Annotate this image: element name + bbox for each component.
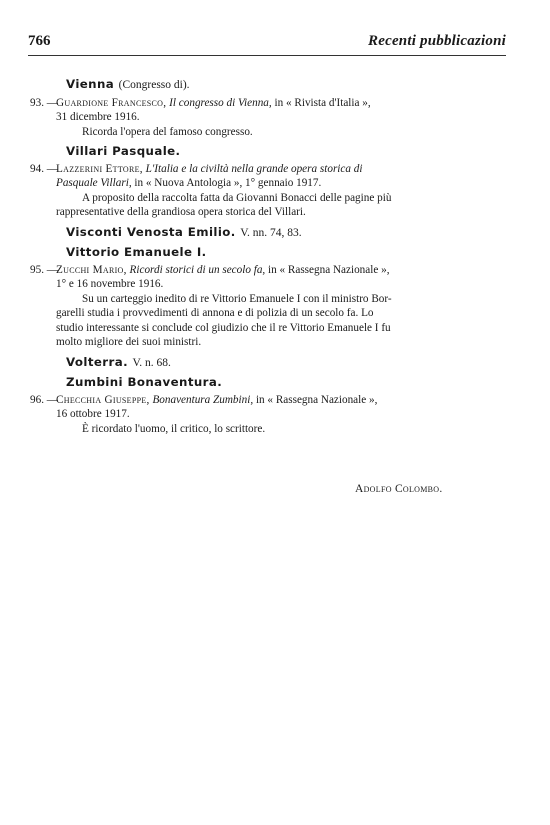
entry-author: Checchia Giuseppe, [56, 393, 150, 406]
bibliography-entry-96 [30, 393, 500, 422]
entry-source: in « Rivista d'Italia », [274, 96, 371, 109]
note-line: molto migliore dei suoi ministri. [56, 336, 202, 348]
subject-heading-zumbini [66, 375, 500, 390]
entry-date: 1° e 16 novembre 1916. [56, 278, 164, 290]
entry-number: 93. — [30, 96, 58, 109]
entry-note [30, 292, 500, 350]
bibliography-entry-93 [30, 96, 500, 125]
note-line: garelli studia i provvedimenti di annona e di polizia di un secolo fa. Lo [56, 307, 374, 319]
running-title: Recenti pubblicazioni [368, 33, 506, 49]
subject-heading-visconti [66, 225, 500, 241]
entry-note: È ricordato l'uomo, il critico, lo scrittore. [82, 422, 266, 435]
bibliography-entry-94 [30, 162, 500, 191]
heading-note: V. n. 68. [132, 356, 171, 369]
heading-text: Volterra. [66, 354, 128, 369]
heading-text: Visconti Venosta Emilio. [66, 224, 236, 239]
entry-note [30, 191, 500, 220]
heading-note: V. nn. 74, 83. [240, 226, 302, 239]
entry-title: Ricordi storici di un secolo fa, [129, 263, 266, 276]
entry-source: in « Rassegna Nazionale », [255, 393, 378, 406]
note-line: A proposito della raccolta fatta da Giovanni Bonacci delle pagine più [82, 191, 392, 204]
heading-text: Vittorio Emanuele I. [66, 245, 207, 259]
entry-number: 94. — [30, 162, 58, 175]
page-header [28, 33, 506, 56]
entry-date: 31 dicembre 1916. [56, 111, 140, 123]
heading-text: Vienna [66, 77, 115, 91]
page-number: 766 [28, 33, 51, 49]
entry-number: 95. — [30, 263, 58, 276]
heading-text: Zumbini Bonaventura. [66, 375, 223, 389]
subject-heading-vienna [66, 77, 500, 93]
heading-note: (Congresso di). [118, 79, 190, 91]
note-line: rappresentative della grandiosa opera storica del Villari. [56, 206, 306, 218]
entry-title: Bonaventura Zumbini, [152, 393, 254, 406]
page-content [30, 72, 500, 436]
subject-heading-villari [66, 144, 500, 159]
subject-heading-vittorio [66, 245, 500, 260]
author-signature: Adolfo Colombo. [355, 483, 443, 495]
note-line: studio interessante si conclude col giudizio che il re Vittorio Emanuele I fu [56, 321, 391, 334]
subject-heading-volterra [66, 355, 500, 371]
bibliography-entry-95 [30, 263, 500, 292]
entry-author: Lazzerini Ettore, [56, 162, 143, 175]
entry-title-continued: Pasquale Villari, [56, 177, 132, 189]
entry-number: 96. — [30, 393, 58, 406]
entry-title: L'Italia e la civiltà nella grande opera storica di [145, 162, 363, 175]
entry-title: Il congresso di Vienna, [169, 96, 272, 109]
heading-text: Villari Pasquale. [66, 144, 181, 158]
entry-source: in « Nuova Antologia », 1° gennaio 1917. [134, 177, 322, 189]
entry-source: in « Rassegna Nazionale », [268, 263, 390, 276]
entry-date: 16 ottobre 1917. [56, 408, 130, 420]
entry-note: Ricorda l'opera del famoso congresso. [82, 125, 253, 138]
entry-author: Guardione Francesco, [56, 96, 167, 109]
note-line: Su un carteggio inedito di re Vittorio Emanuele I con il ministro Bor- [82, 292, 392, 305]
entry-author: Zucchi Mario, [56, 263, 127, 276]
